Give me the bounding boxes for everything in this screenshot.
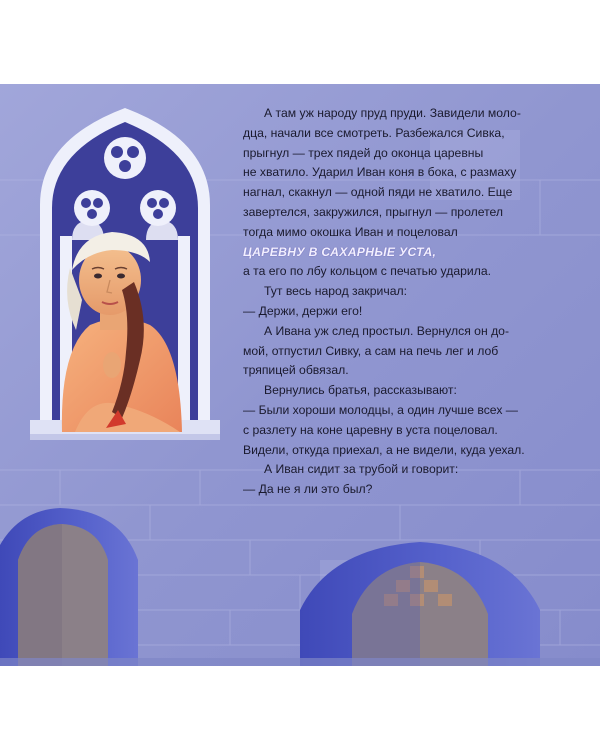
story-line: Видели, откуда приехал, а не видели, куда уехал.: [243, 442, 525, 457]
story-line: Вернулись братья, рассказывают:: [264, 383, 457, 398]
story-line: тряпицей обвязал.: [243, 363, 349, 378]
story-line: а та его по лбу кольцом с печатью ударила.: [243, 264, 491, 279]
story-line: А Иван сидит за трубой и говорит:: [264, 462, 459, 477]
story-line: А там уж народу пруд пруди. Завидели моло-: [264, 106, 521, 120]
story-line: тогда мимо окошка Иван и поцеловал: [243, 224, 458, 239]
story-line: — Держи, держи его!: [243, 303, 363, 318]
story-line: нагнал, скакнул — одной пяди не хватило. Еще: [243, 185, 513, 200]
story-line: — Были хороши молодцы, а один лучше всех —: [243, 402, 518, 417]
story-line-emphasis: ЦАРЕВНУ В САХАРНЫЕ УСТА,: [243, 244, 437, 259]
story-line: А Ивана уж след простыл. Вернулся он до-: [264, 323, 510, 338]
story-line: завертелся, закружился, прыгнул — пролетел: [243, 204, 504, 219]
story-line: с разлету на коне царевну в уста поцеловал.: [243, 422, 498, 437]
story-line: мой, отпустил Сивку, а сам на печь лег и лоб: [243, 343, 499, 358]
story-line: Тут весь народ закричал:: [264, 284, 407, 299]
story-line: — Да не я ли это был?: [243, 482, 373, 497]
story-line: дца, начали все смотреть. Разбежался Сивка,: [243, 125, 505, 140]
left-arch: [0, 508, 138, 666]
story-text: [243, 104, 583, 500]
story-line: не хватило. Ударил Иван коня в бока, с размаху: [243, 165, 517, 180]
story-line: прыгнул — трех пядей до оконца царевны: [243, 145, 484, 160]
